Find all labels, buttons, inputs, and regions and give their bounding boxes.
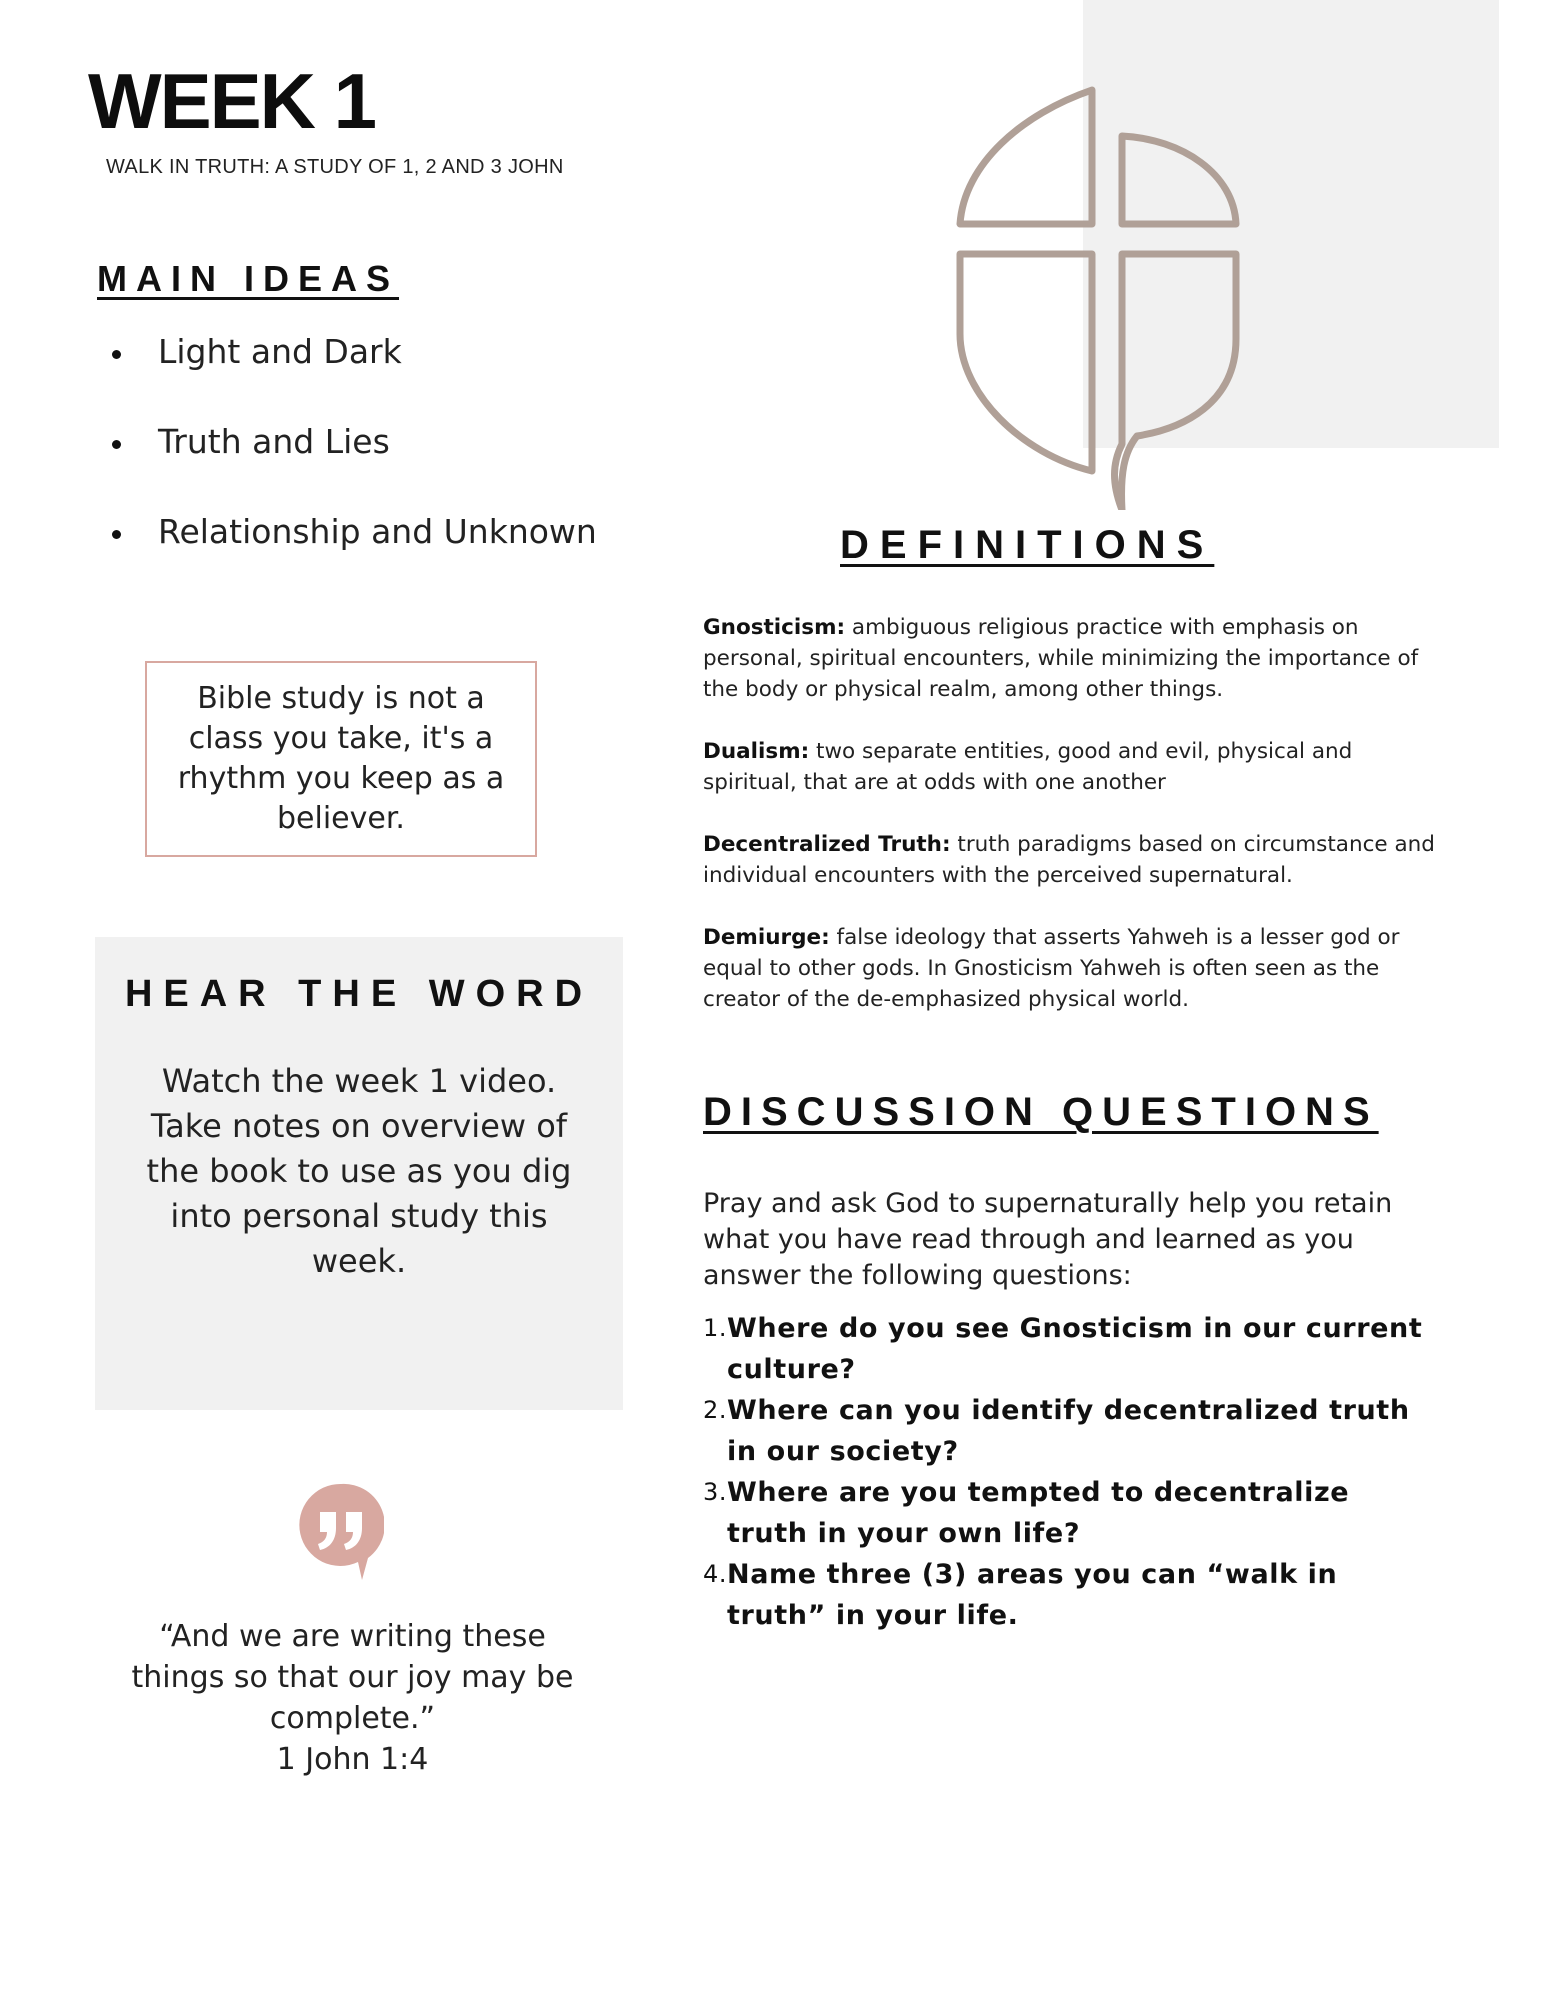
question-text: Where can you identify decentralized truth in our society? bbox=[727, 1395, 1410, 1467]
discussion-intro: Pray and ask God to supernaturally help you retain what you have read through and learned as you answer the following questions: bbox=[703, 1188, 1393, 1291]
question-text: Name three (3) areas you can “walk in truth” in your life. bbox=[727, 1559, 1338, 1631]
callout-text: Bible study is not a class you take, it's a rhythm you keep as a believer. bbox=[177, 681, 505, 836]
main-ideas-list bbox=[112, 332, 597, 602]
question-text: Where do you see Gnosticism in our current culture? bbox=[727, 1313, 1423, 1385]
definition-item bbox=[703, 736, 1443, 798]
definitions-list bbox=[703, 612, 1443, 1046]
page-subtitle: WALK IN TRUTH: A STUDY OF 1, 2 AND 3 JOHN bbox=[106, 156, 564, 178]
hear-the-word-panel bbox=[95, 937, 623, 1410]
question-text: Where are you tempted to decentralize truth in your own life? bbox=[727, 1477, 1350, 1549]
discussion-questions-heading: DISCUSSION QUESTIONS bbox=[703, 1090, 1379, 1134]
definition-item bbox=[703, 922, 1443, 1015]
hear-the-word-heading: HEAR THE WORD bbox=[124, 973, 594, 1015]
definition-text: two separate entities, good and evil, physical and spiritual, that are at odds with one another bbox=[703, 739, 1353, 795]
definition-item bbox=[703, 829, 1443, 891]
callout-box bbox=[145, 661, 537, 857]
question-number: 4. bbox=[703, 1560, 728, 1588]
verse-block bbox=[120, 1616, 585, 1780]
question-number: 2. bbox=[703, 1396, 728, 1424]
list-item: Light and Dark bbox=[112, 332, 597, 422]
list-item: Truth and Lies bbox=[112, 422, 597, 512]
definition-term: Gnosticism: bbox=[703, 615, 846, 640]
hear-the-word-text: Watch the week 1 video. Take notes on overview of the book to use as you dig into personal study this week. bbox=[146, 1062, 572, 1280]
question-number: 3. bbox=[703, 1478, 728, 1506]
list-item: Relationship and Unknown bbox=[112, 512, 597, 602]
verse-reference: 1 John 1:4 bbox=[276, 1742, 429, 1777]
definition-text: false ideology that asserts Yahweh is a lesser god or equal to other gods. In Gnosticism Yahweh is often seen as the creator of the de-emphasized physical world. bbox=[703, 925, 1400, 1012]
discussion-questions-list bbox=[703, 1308, 1423, 1636]
page-title: WEEK 1 bbox=[88, 57, 376, 145]
list-item bbox=[703, 1390, 1423, 1472]
list-item bbox=[703, 1554, 1423, 1636]
definition-term: Dualism: bbox=[703, 739, 810, 764]
main-ideas-heading: MAIN IDEAS bbox=[97, 258, 400, 299]
list-item bbox=[703, 1308, 1423, 1390]
definitions-heading: DEFINITIONS bbox=[840, 523, 1215, 567]
definition-term: Decentralized Truth: bbox=[703, 832, 951, 857]
question-number: 1. bbox=[703, 1314, 728, 1342]
definition-text: truth paradigms based on circumstance and individual encounters with the perceived supernatural. bbox=[703, 832, 1435, 888]
cross-shield-logo-icon bbox=[952, 84, 1262, 510]
definition-text: ambiguous religious practice with emphasis on personal, spiritual encounters, while minimizing the importance of the body or physical realm, among other things. bbox=[703, 615, 1419, 702]
definition-item bbox=[703, 612, 1443, 705]
definition-term: Demiurge: bbox=[703, 925, 830, 950]
speech-bubble-quote-icon bbox=[298, 1482, 384, 1582]
list-item bbox=[703, 1472, 1423, 1554]
verse-quote: “And we are writing these things so that our joy may be complete.” bbox=[131, 1619, 574, 1736]
